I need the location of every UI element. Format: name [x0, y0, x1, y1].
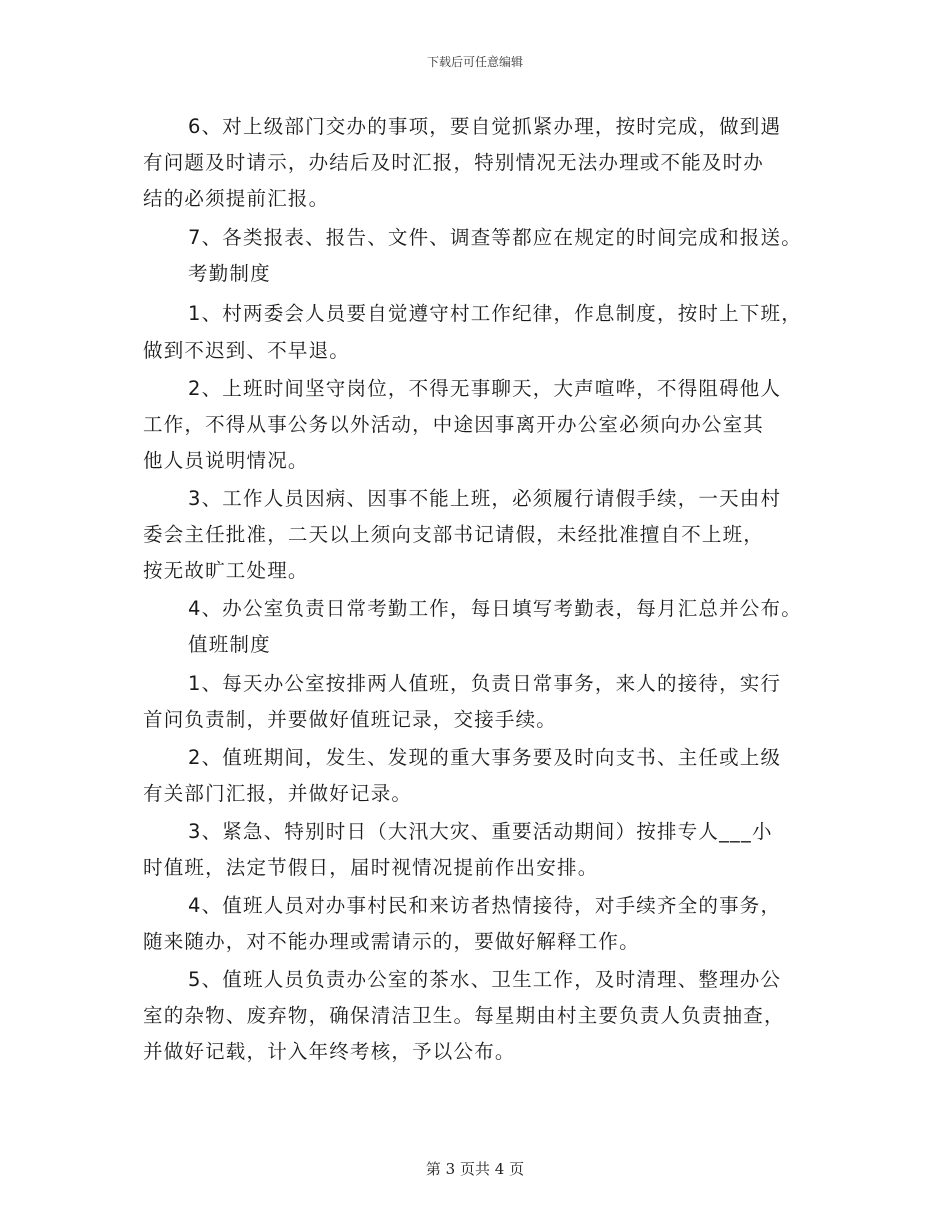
- paragraph-line: 首问负责制，并要做好值班记录，交接手续。: [143, 708, 558, 731]
- paragraph-line: 7、各类报表、报告、文件、调查等都应在规定的时间完成和报送。: [188, 226, 802, 249]
- paragraph-line: 并做好记载，计入年终考核，予以公布。: [143, 1040, 516, 1063]
- paragraph-line: 结的必须提前汇报。: [143, 187, 330, 210]
- page-header: 下载后可任意编辑: [426, 55, 523, 69]
- paragraph-line: 6、对上级部门交办的事项，要自觉抓紧办理，按时完成，做到遇: [188, 115, 782, 138]
- paragraph-line: 4、办公室负责日常考勤工作，每日填写考勤表，每月汇总并公布。: [188, 597, 802, 620]
- paragraph-line: 工作，不得从事公务以外活动，中途因事离开办公室必须向办公室其: [143, 413, 765, 436]
- paragraph-line: 3、紧急、特别时日（大汛大灾、重要活动期间）按排专人___小: [188, 820, 773, 843]
- paragraph-line: 委会主任批准，二天以上须向支部书记请假，未经批准擅自不上班，: [143, 523, 765, 546]
- paragraph-line: 3、工作人员因病、因事不能上班，必须履行请假手续，一天由村: [188, 487, 782, 510]
- paragraph-line: 他人员说明情况。: [143, 449, 309, 472]
- section-heading: 值班制度: [188, 633, 271, 656]
- paragraph-line: 1、每天办公室按排两人值班，负责日常事务，来人的接待，实行: [188, 672, 782, 695]
- paragraph-line: 室的杂物、废弃物，确保清洁卫生。每星期由村主要负责人负责抽查，: [143, 1004, 785, 1027]
- section-heading: 考勤制度: [188, 262, 271, 285]
- paragraph-line: 时值班，法定节假日，届时视情况提前作出安排。: [143, 856, 599, 879]
- paragraph-line: 有问题及时请示，办结后及时汇报，特别情况无法办理或不能及时办: [143, 151, 765, 174]
- paragraph-line: 有关部门汇报，并做好记录。: [143, 782, 413, 805]
- page-number: 第 3 页共 4 页: [425, 1160, 525, 1178]
- paragraph-line: 按无故旷工处理。: [143, 559, 309, 582]
- paragraph-line: 4、值班人员对办事村民和来访者热情接待，对手续齐全的事务，: [188, 894, 782, 917]
- paragraph-line: 5、值班人员负责办公室的茶水、卫生工作，及时清理、整理办公: [188, 968, 782, 991]
- paragraph-line: 1、村两委会人员要自觉遵守村工作纪律，作息制度，按时上下班，: [188, 302, 802, 325]
- paragraph-line: 2、值班期间，发生、发现的重大事务要及时向支书、主任或上级: [188, 746, 782, 769]
- paragraph-line: 随来随办，对不能办理或需请示的，要做好解释工作。: [143, 930, 640, 953]
- paragraph-line: 2、上班时间坚守岗位，不得无事聊天，大声喧哗，不得阻碍他人: [188, 377, 782, 400]
- paragraph-line: 做到不迟到、不早退。: [143, 339, 351, 362]
